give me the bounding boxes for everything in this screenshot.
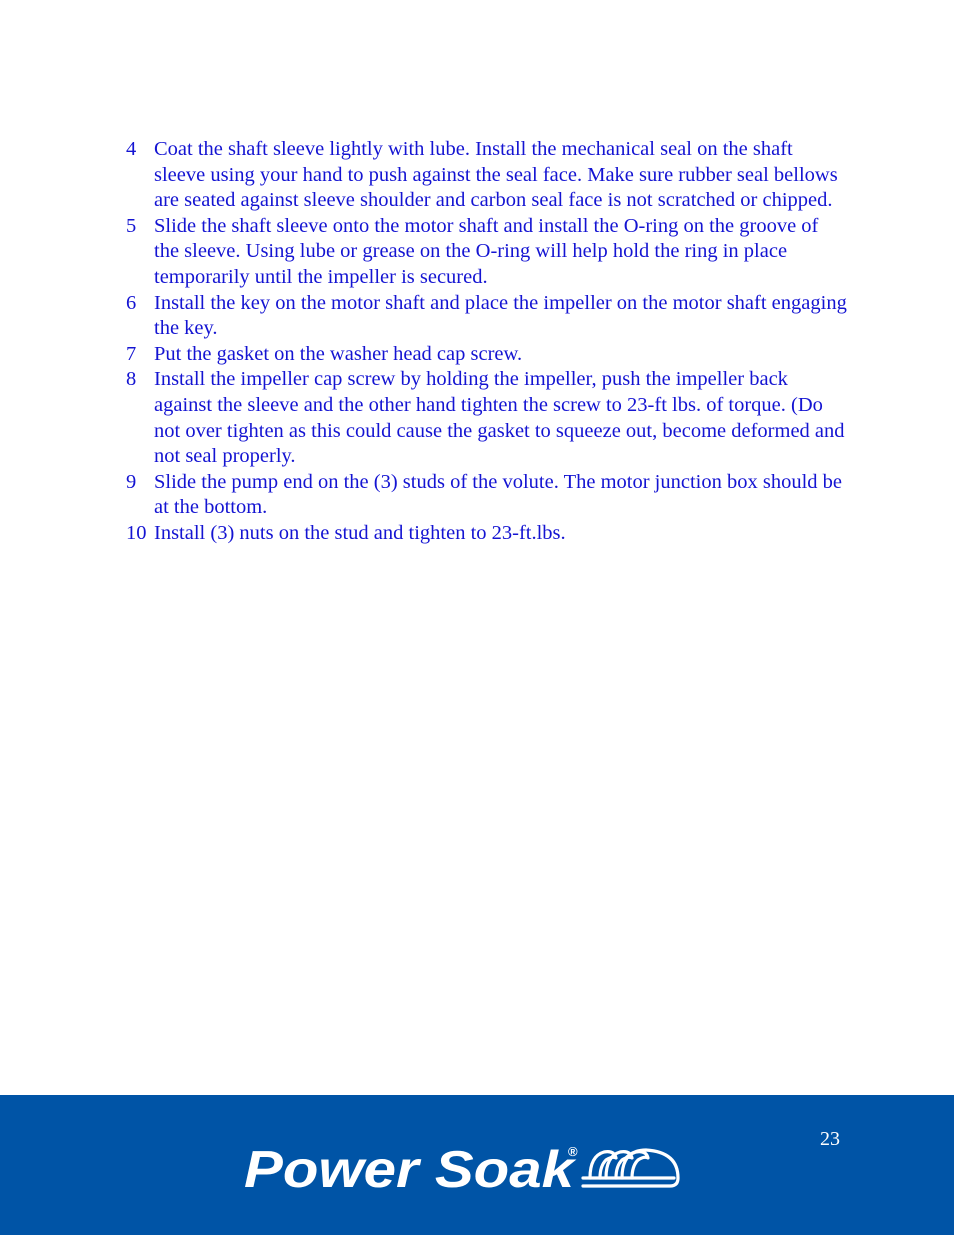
logo-wordmark: Power Soak [244, 1141, 578, 1192]
power-soak-logo [244, 1140, 684, 1192]
step-item [126, 342, 848, 368]
step-text: Slide the shaft sleeve onto the motor shaft and install the O-ring on the groove of the sleeve. Using lube or grease on the O-ring will help hold the ring in place temporarily until the impeller is secured. [154, 214, 819, 288]
step-number: 6 [126, 291, 137, 314]
page-number: 23 [820, 1128, 840, 1150]
step-item [126, 137, 848, 214]
step-item [126, 291, 848, 342]
step-number: 5 [126, 214, 137, 237]
step-text: Install (3) nuts on the stud and tighten to 23-ft.lbs. [154, 521, 566, 544]
step-number: 10 [126, 521, 147, 544]
registered-mark: ® [568, 1144, 578, 1159]
step-number: 8 [126, 368, 137, 391]
step-text: Slide the pump end on the (3) studs of the volute. The motor junction box should be at the bottom. [154, 470, 842, 519]
step-item [126, 214, 848, 291]
wave-emblem-icon [583, 1150, 678, 1186]
step-number: 9 [126, 470, 137, 493]
step-number: 7 [126, 342, 137, 365]
step-text: Coat the shaft sleeve lightly with lube. Install the mechanical seal on the shaft sleeve using your hand to push against the seal face. Make sure rubber seal bellows are seated against sleeve shoulder and carbon seal face is not scratched or chipped. [154, 138, 838, 212]
step-text: Put the gasket on the washer head cap screw. [154, 342, 523, 365]
step-text: Install the impeller cap screw by holding the impeller, push the impeller back against the sleeve and the other hand tighten the screw to 23-ft lbs. of torque. (Do not over tighten as this could cause the gasket to squeeze out, become deformed and not seal properly. [154, 368, 845, 468]
step-number: 4 [126, 138, 137, 160]
instruction-list [126, 137, 848, 547]
step-text: Install the key on the motor shaft and place the impeller on the motor shaft engaging the key. [154, 291, 847, 340]
step-item [126, 367, 848, 469]
step-item [126, 470, 848, 521]
step-item [126, 521, 848, 547]
